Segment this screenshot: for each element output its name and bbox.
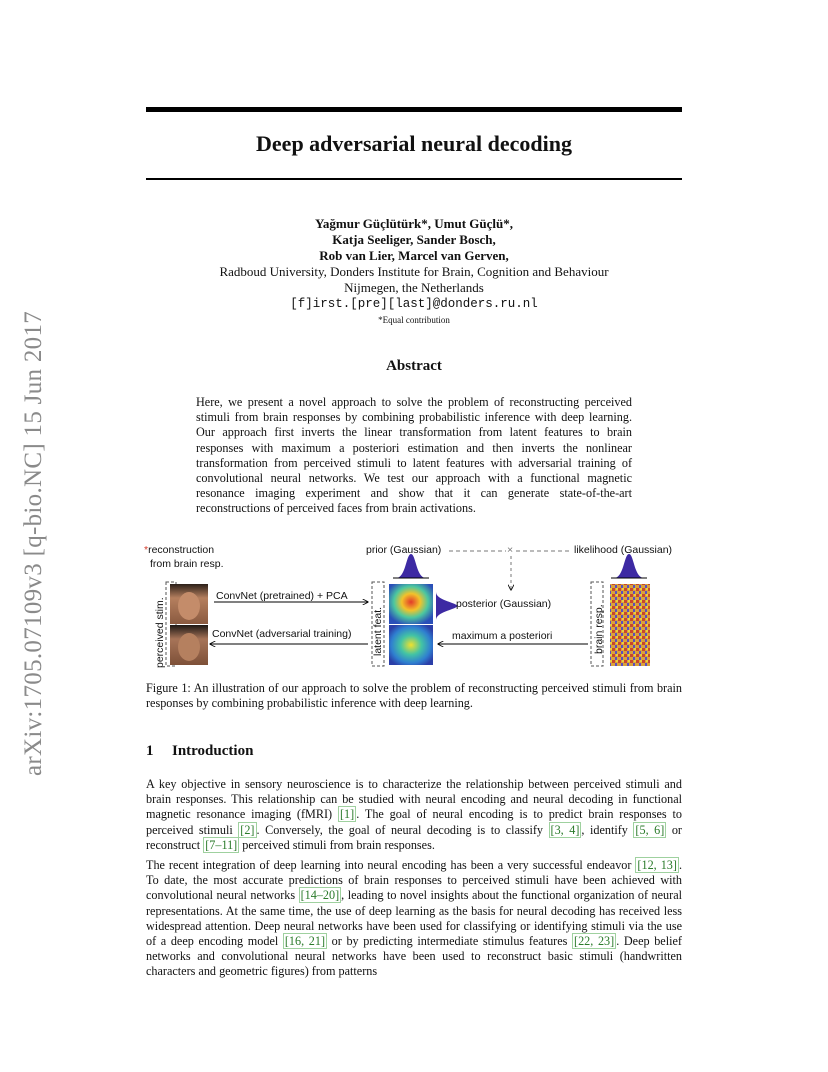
location: Nijmegen, the Netherlands bbox=[344, 280, 484, 295]
title-top-rule bbox=[146, 107, 682, 112]
citation-link[interactable]: [14–20] bbox=[300, 888, 340, 903]
posterior-label: posterior (Gaussian) bbox=[456, 598, 552, 610]
prior-label: prior (Gaussian) bbox=[366, 544, 442, 556]
citation-link[interactable]: [2] bbox=[240, 822, 255, 837]
likelihood-label: likelihood (Gaussian) bbox=[574, 544, 673, 556]
times-symbol: × bbox=[507, 544, 514, 556]
section-number: 1 bbox=[146, 743, 154, 759]
author-line-1: Yağmur Güçlütürk*, Umut Güçlü*, bbox=[314, 216, 514, 231]
email[interactable]: [f]irst.[pre][last]@donders.ru.nl bbox=[290, 297, 538, 311]
latent-feat-label: latent feat. bbox=[372, 606, 384, 656]
likelihood-gaussian-curve bbox=[614, 554, 644, 578]
citation-link[interactable]: [3, 4] bbox=[550, 822, 580, 837]
citation-link[interactable]: [22, 23] bbox=[574, 934, 615, 949]
reconstruction-label: *reconstruction bbox=[144, 544, 215, 556]
abstract-text: Here, we present a novel approach to solve the problem of reconstructing perceived stimuli from brain responses by combining probabilistic inference with deep learning. Our approach first inverts the linear transformation from latent features to brain responses with maximum a posteriori estimation and then inverts the nonlinear transformation from perceived stimuli to latent features with adversarial training of convolutional neural networks. We test our approach with a functional magnetic resonance imaging experiment and show that it can generate state-of-the-art reconstructions of perceived faces from brain activations. bbox=[196, 395, 632, 516]
citation-link[interactable]: [5, 6] bbox=[635, 822, 665, 837]
figure-caption: Figure 1: An illustration of our approach to solve the problem of reconstructing perceived stimuli from brain responses by combining probabilistic inference with deep learning. bbox=[146, 681, 682, 711]
citation-link[interactable]: [1] bbox=[339, 807, 355, 822]
citation-link[interactable]: [12, 13] bbox=[637, 858, 677, 872]
perceived-stim-label: perceived stim. bbox=[154, 597, 166, 668]
convnet-pretrained-label: ConvNet (pretrained) + PCA bbox=[216, 590, 348, 602]
prior-gaussian-curve bbox=[396, 554, 426, 578]
title-bottom-rule bbox=[146, 178, 682, 180]
posterior-gaussian-curve bbox=[436, 592, 458, 620]
figure-1 bbox=[144, 540, 684, 670]
citation-link[interactable]: [7–11] bbox=[205, 837, 238, 852]
equal-contribution-note: *Equal contribution bbox=[378, 315, 450, 325]
latent-map-1 bbox=[389, 584, 433, 624]
brain-resp-label: brain resp. bbox=[593, 604, 605, 654]
intro-paragraph-1: A key objective in sensory neuroscience is to characterize the relationship between perceived stimuli and brain responses. This relationship can be studied with neural encoding and neural decoding in functional magnetic resonance imaging (fMRI) [1] . The goal of neural encoding is to predict brain responses to perceived stimuli [2] . Conversely, the goal of neural decoding is to classify [3, 4] , identify [5, 6] or reconstruct [7–11] perceived stimuli from brain responses. bbox=[146, 777, 683, 852]
author-block bbox=[146, 216, 682, 328]
convnet-adversarial-label: ConvNet (adversarial training) bbox=[212, 628, 352, 640]
latent-map-2 bbox=[389, 625, 433, 665]
intro-paragraph-2: The recent integration of deep learning into neural encoding has been a very successful endeavor [12, 13] . To date, the most accurate predictions of brain responses to perceived stimuli have been achieved with convolutional neural networks [14–20] , leading to novel insights about the functional organization of neural representations. At the same time, the use of deep learning as the basis for neural decoding has received less widespread attention. Deep neural networks have been used for classifying or identifying stimuli via the use of a deep encoding model [16, 21] or by predicting intermediate stimulus features [22, 23] . Deep belief networks and convolutional neural networks have been used to reconstruct basic stimuli (handwritten characters and geometric figures) from patterns bbox=[146, 858, 682, 979]
section-title: Introduction bbox=[172, 743, 254, 759]
paper-title: Deep adversarial neural decoding bbox=[256, 131, 572, 156]
from-brain-label: from brain resp. bbox=[150, 558, 224, 570]
citation-link[interactable]: [16, 21] bbox=[284, 934, 326, 949]
abstract-heading: Abstract bbox=[386, 358, 442, 374]
brain-response-map bbox=[610, 584, 650, 666]
arxiv-identifier[interactable]: arXiv:1705.07109v3 [q-bio.NC] 15 Jun 2017 bbox=[20, 310, 47, 776]
author-line-2: Katja Seeliger, Sander Bosch, bbox=[332, 232, 496, 247]
section-heading bbox=[146, 743, 253, 760]
author-line-3: Rob van Lier, Marcel van Gerven, bbox=[319, 248, 509, 263]
affiliation: Radboud University, Donders Institute for Brain, Cognition and Behaviour bbox=[219, 264, 609, 279]
map-label: maximum a posteriori bbox=[452, 630, 553, 642]
